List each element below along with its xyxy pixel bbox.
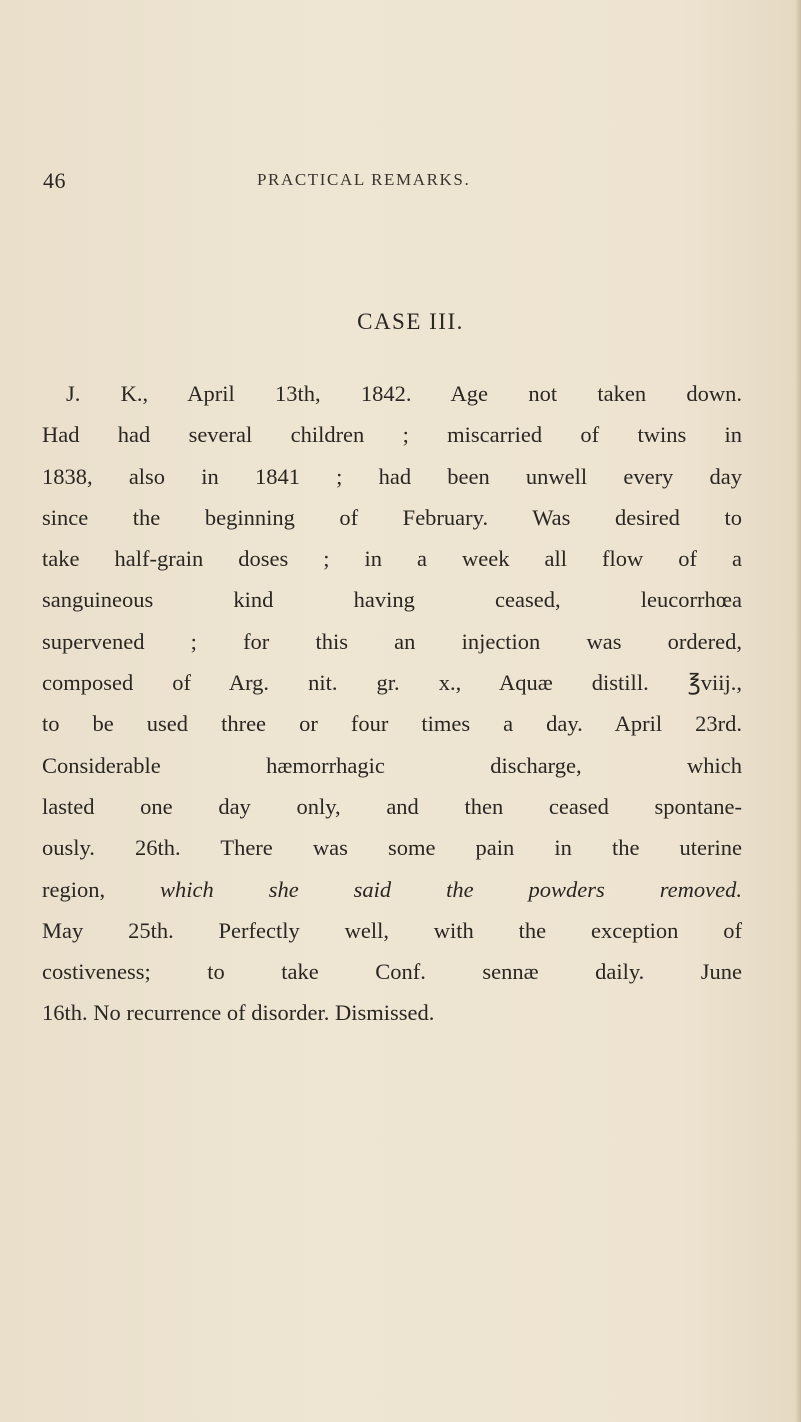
text-line: 16th. No recurrence of disorder. Dismissed. — [42, 1000, 435, 1026]
page-number: 46 — [43, 168, 66, 193]
text-line: take half-grain doses ; in a week all flow of a — [42, 546, 742, 572]
case-title: CASE III. — [357, 309, 464, 334]
text-line: J. K., April 13th, 1842. Age not taken down. — [66, 381, 742, 406]
page-edge-shadow — [795, 0, 801, 1422]
text-line: lasted one day only, and then ceased spontane- — [42, 793, 742, 819]
text-line: Had had several children ; miscarried of twins in — [42, 422, 742, 448]
case-body — [42, 373, 742, 1034]
running-title: PRACTICAL REMARKS. — [257, 170, 471, 189]
text-line: to be used three or four times a day. April 23rd. — [42, 711, 742, 737]
text-line: May 25th. Perfectly well, with the exception of — [42, 917, 742, 943]
running-head — [43, 168, 743, 198]
text-line: ously. 26th. There was some pain in the uterine — [42, 835, 742, 861]
text-line: supervened ; for this an injection was ordered, — [42, 628, 742, 654]
case-heading — [0, 309, 801, 335]
text-line: Considerable hæmorrhagic discharge, which — [42, 752, 742, 778]
text-line: costiveness; to take Conf. sennæ daily. June — [42, 959, 742, 985]
text-line: since the beginning of February. Was desired to — [42, 504, 742, 530]
italic-phrase: which she said the powders removed. — [160, 876, 742, 902]
text-line: sanguineous kind having ceased, leucorrhœa — [42, 587, 742, 613]
text-line: 1838, also in 1841 ; had been unwell every day — [42, 463, 742, 489]
line-start-text: region, — [42, 876, 161, 902]
text-line: composed of Arg. nit. gr. x., Aquæ distill. ℥viij., — [42, 670, 742, 696]
text-line-italic — [42, 869, 742, 910]
